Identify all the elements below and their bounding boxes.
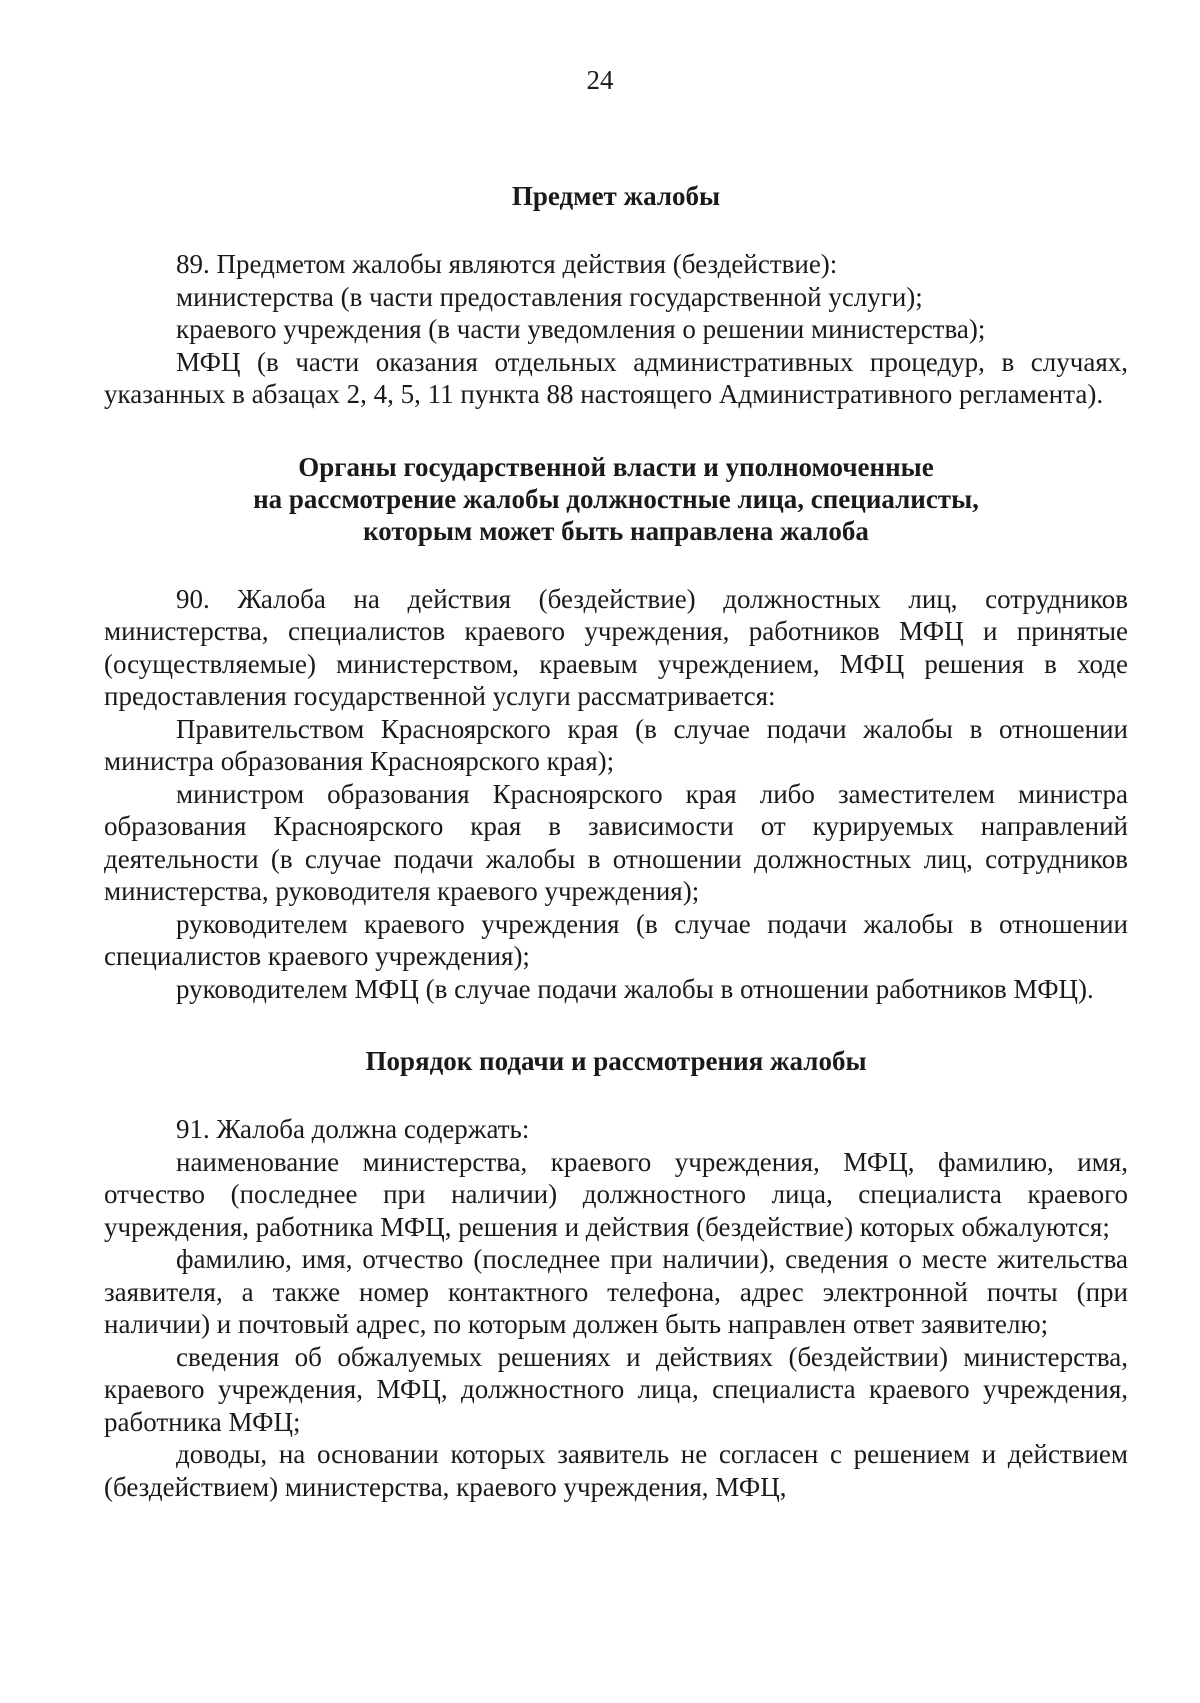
paragraph: 91. Жалоба должна содержать: [176,1114,530,1144]
paragraph: сведения об обжалуемых решениях и действиях (бездействии) министерства, краевого учреждения, МФЦ, должностного лица, специалиста краевого учреждения, работника МФЦ; [104,1341,1128,1437]
paragraph: доводы, на основании которых заявитель не согласен с решением и действием (бездействием) министерства, краевого учреждения, МФЦ, [104,1439,1128,1502]
section-title-line: Предмет жалобы [511,181,721,211]
paragraph: 89. Предметом жалобы являются действия (бездействие): [176,249,838,279]
section-title [104,1045,1128,1077]
section-title [104,451,1128,547]
paragraph: краевого учреждения (в части уведомления о решении министерства); [176,314,986,344]
paragraph: руководителем МФЦ (в случае подачи жалобы в отношении работников МФЦ). [176,973,1094,1004]
paragraph: министром образования Красноярского края либо заместителем министра образования Красноярского края в зависимости от курируемых направлений деятельности (в случае подачи жалобы в отношении должностных лиц, сотрудников министерства, руководителя краевого учреждения); [104,778,1128,906]
paragraph: Правительством Красноярского края (в случае подачи жалобы в отношении министра образования Красноярского края); [104,713,1128,776]
section-title-line: Порядок подачи и рассмотрения жалобы [365,1046,867,1076]
paragraph: МФЦ (в части оказания отдельных административных процедур, в случаях, указанных в абзацах 2, 4, 5, 11 пункта 88 настоящего Административного регламента). [104,346,1128,409]
paragraph: министерства (в части предоставления государственной услуги); [176,281,923,312]
document-body [104,180,1128,1503]
section-title [104,180,1128,212]
section-authorities [104,451,1128,1006]
section-subject-of-complaint [104,180,1128,411]
section-title-line: Органы государственной власти и уполномоченные [298,451,934,482]
section-title-line: которым может быть направлена жалоба [363,515,869,546]
page-number: 24 [586,65,614,95]
section-title-line: на рассмотрение жалобы должностные лица, специалисты, [253,483,979,514]
paragraph: руководителем краевого учреждения (в случае подачи жалобы в отношении специалистов краевого учреждения); [104,908,1128,971]
paragraph: наименование министерства, краевого учреждения, МФЦ, фамилию, имя, отчество (последнее при наличии) должностного лица, специалиста краевого учреждения, работника МФЦ, решения и действия (бездействие) которых обжалуются; [104,1146,1128,1242]
paragraph: фамилию, имя, отчество (последнее при наличии), сведения о месте жительства заявителя, а также номер контактного телефона, адрес электронной почты (при наличии) и почтовый адрес, по которым должен быть направлен ответ заявителю; [104,1244,1128,1339]
paragraph: 90. Жалоба на действия (бездействие) должностных лиц, сотрудников министерства, специалистов краевого учреждения, работников МФЦ и принятые (осуществляемые) министерством, краевым учреждением, МФЦ решения в ходе предоставления государственной услуги рассматривается: [104,583,1128,711]
section-procedure [104,1045,1128,1503]
